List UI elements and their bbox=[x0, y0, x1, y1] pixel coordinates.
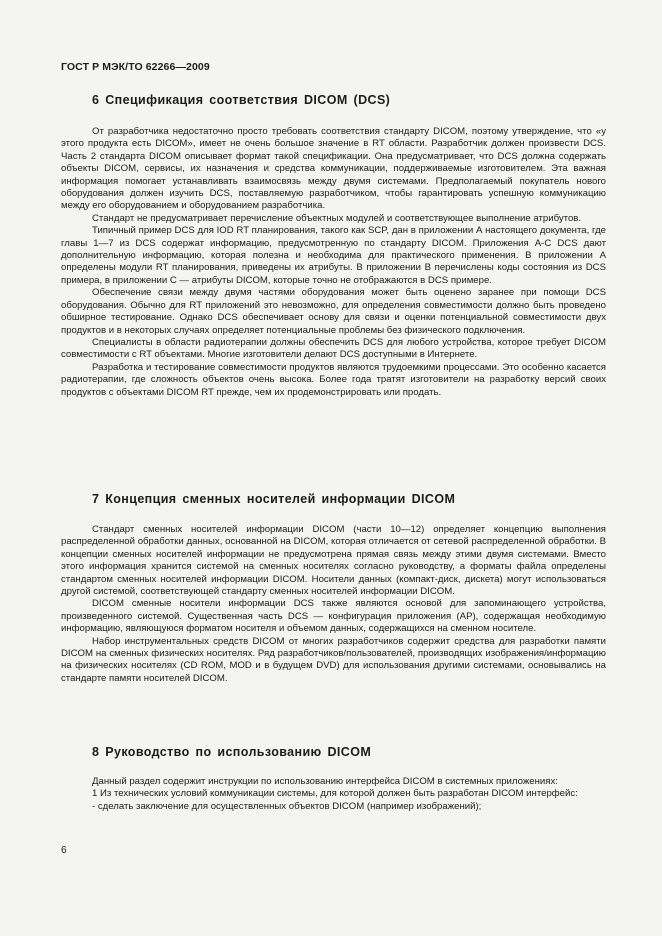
standard-code: ГОСТ Р МЭК/ТО 62266—2009 bbox=[61, 61, 210, 73]
page-number: 6 bbox=[61, 845, 67, 856]
paragraph: Обеспечение связи между двумя частями оборудования может быть оценено заранее при помощи DCS оборудования. Обычно для RT приложений это невозможно, для определения совместимости должно быть проведено обширное тестирование. Однако DCS обеспечивает основу для связи и оценки потенциальной совместимости двух продуктов и в некоторых случаях определяет потенциальные проблемы без физического подключения. bbox=[61, 287, 606, 336]
paragraph: DICOM сменные носители информации DCS также являются основой для запоминающего устройства, произведенного системой. Существенная часть DCS — конфигурация приложения (AP), содержащая необходимую информацию, являющуюся форматом носителя и объемом данных, содержащихся на сменном носителе. bbox=[61, 598, 606, 635]
section-6 bbox=[61, 93, 606, 399]
paragraph: Типичный пример DCS для IOD RT планирования, такого как SCP, дан в приложении А настоящего документа, где главы 1—7 из DCS содержат информацию, предусмотренную по стандарту DICOM. Приложения А-С DCS дают дополнительную информацию, которая полезна и необходима для практического применения. В приложении А определены модули RT планирования, приведены их атрибуты. В приложении В перечислены коды состояния из DCS примера, в приложении С — атрибуты DICOM, которые точно не отображаются в DCS примере. bbox=[61, 225, 606, 286]
paragraph: Разработка и тестирование совместимости продуктов являются трудоемкими процессами. Это особенно касается радиотерапии, где сложность объектов очень высока. Более года тратят изготовители на разработку версий своих продуктов с объектами DICOM RT прежде, чем их продемонстрировать или продать. bbox=[61, 361, 606, 398]
paragraph: Специалисты в области радиотерапии должны обеспечить DCS для любого устройства, которое требует DICOM совместимости с RT объектами. Многие изготовители делают DCS доступными в Интернете. bbox=[61, 336, 606, 361]
section-8-title: 8 Руководство по использованию DICOM bbox=[92, 745, 372, 759]
section-7-title: 7 Концепция сменных носителей информации DICOM bbox=[92, 492, 456, 506]
section-6-title: 6 Спецификация соответствия DICOM (DCS) bbox=[92, 93, 391, 107]
paragraph: Данный раздел содержит инструкции по использованию интерфейса DICOM в системных приложениях: bbox=[92, 776, 558, 787]
paragraph: Стандарт сменных носителей информации DICOM (части 10—12) определяет концепцию выполнения распределенной обработки данных, основанной на DICOM, которая отличается от сетевой распределенной обработки. В концепции сменных носителей информации не предусмотрена прямая связь между этими двумя системами. Вместо этого информация хранится системой на сменных носителях согласно руководству, а форматы файла определены стандартом сменных носителей информации DICOM. Носители данных (компакт-диск, дискета) могут использоваться другой системой, соответствующей стандарту сменных носителей информации DICOM. bbox=[61, 524, 606, 598]
section-8 bbox=[61, 745, 606, 813]
paragraph: Стандарт не предусматривает перечисление объектных модулей и соответствующее выполнение атрибутов. bbox=[92, 212, 582, 224]
paragraph: От разработчика недостаточно просто требовать соответствия стандарту DICOM, поэтому утверждение, что «у этого продукта есть DICOM», имеет не очень большое значение в RT области. Разработчик должен произвести DCS. Часть 2 стандарта DICOM описывает формат такой спецификации. Она предусматривает, что DCS должна содержать объекты DICOM, сервисы, их назначения и средства коммуникации, поддерживаемые изготовителем. Эта важная информация помогает устанавливать взаимосвязь между двумя системами. Предполагаемый покупатель нового оборудования должен изучить DCS, поставляемую разработчиком, чтобы гарантировать успешную коммуникацию между его оборудованием и оборудованием разработчика. bbox=[61, 126, 606, 212]
paragraph: Набор инструментальных средств DICOM от многих разработчиков содержит средства для разработки памяти DICOM на сменных физических носителях. Ряд разработчиков/пользователей, производящих изображения/информацию на физических носителях (CD ROM, MOD и в будущем DVD) для использования другими системами, основывались на стандарте памяти носителей DICOM. bbox=[61, 635, 606, 684]
list-item: - сделать заключение для осуществленных объектов DICOM (например изображений); bbox=[92, 800, 482, 812]
paragraph: 1 Из технических условий коммуникации системы, для которой должен быть разработан DICOM интерфейс: bbox=[92, 788, 578, 800]
section-7 bbox=[61, 492, 606, 685]
